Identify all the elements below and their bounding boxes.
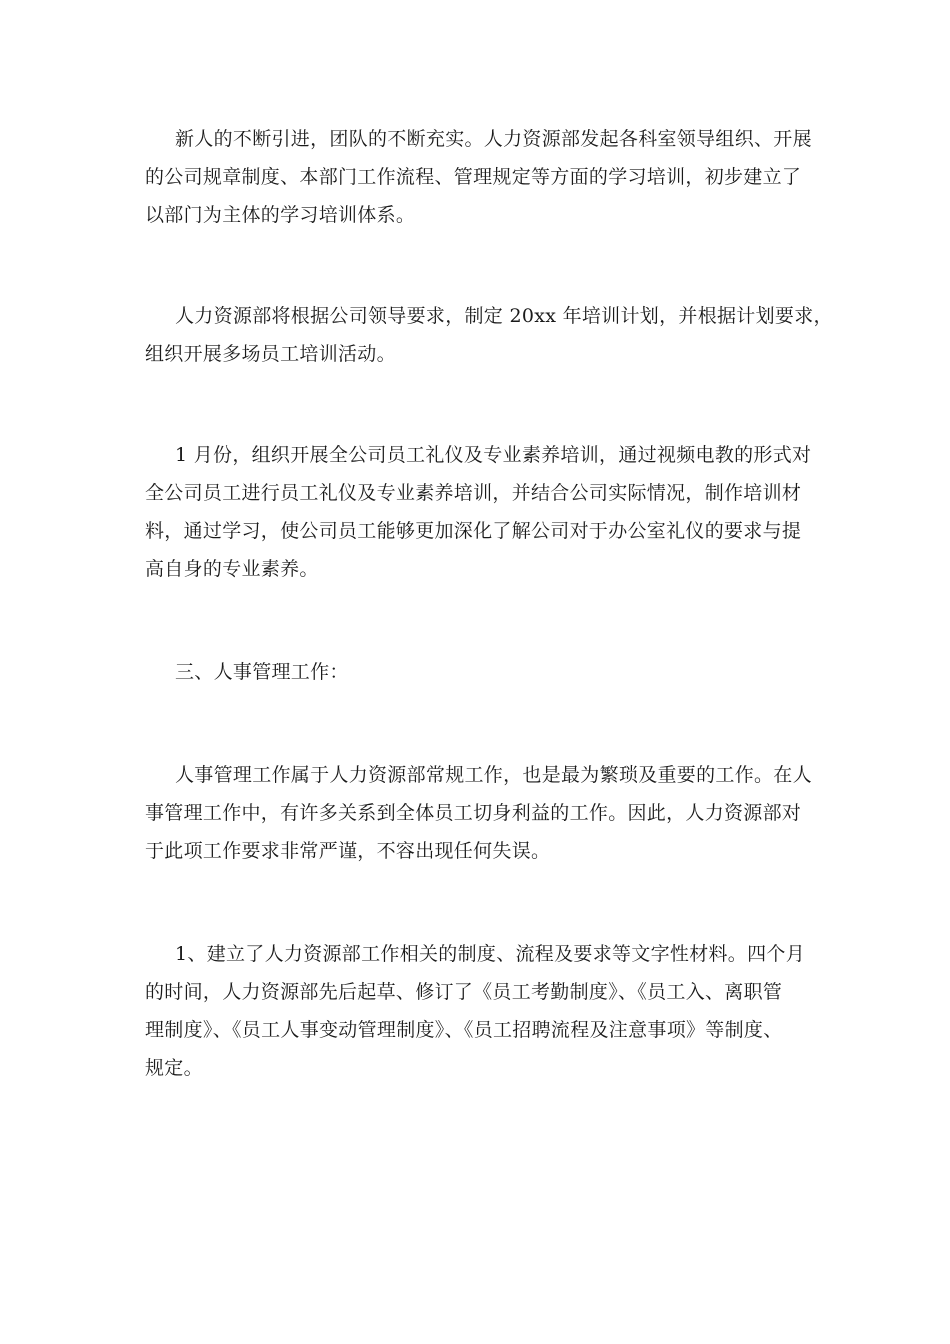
paragraph-line: 理制度》、《员工人事变动管理制度》、《员工招聘流程及注意事项》等制度、 bbox=[145, 1019, 783, 1041]
section-heading-text: 三、人事管理工作： bbox=[175, 661, 349, 683]
paragraph-line: 规定。 bbox=[145, 1057, 203, 1079]
paragraph-line: 料，通过学习，使公司员工能够更加深化了解公司对于办公室礼仪的要求与提 bbox=[145, 520, 802, 542]
paragraph-line: 全公司员工进行员工礼仪及专业素养培训，并结合公司实际情况，制作培训材 bbox=[145, 482, 802, 504]
paragraph-training-plan bbox=[145, 297, 833, 373]
paragraph-line: 事管理工作中，有许多关系到全体员工切身利益的工作。因此，人力资源部对 bbox=[145, 802, 802, 824]
paragraph-line: 1、建立了人力资源部工作相关的制度、流程及要求等文字性材料。四个月 bbox=[175, 943, 805, 965]
paragraph-personnel-work bbox=[145, 756, 812, 870]
paragraph-line: 1 月份，组织开展全公司员工礼仪及专业素养培训，通过视频电教的形式对 bbox=[175, 444, 812, 466]
paragraph-new-staff-training bbox=[145, 120, 812, 234]
paragraph-policy-documents bbox=[145, 935, 809, 1087]
paragraph-line: 人事管理工作属于人力资源部常规工作，也是最为繁琐及重要的工作。在人 bbox=[175, 764, 812, 786]
paragraph-line: 的时间，人力资源部先后起草、修订了《员工考勤制度》、《员工入、离职管 bbox=[145, 981, 783, 1003]
paragraph-january-training bbox=[145, 436, 812, 588]
paragraph-line: 高自身的专业素养。 bbox=[145, 558, 319, 580]
paragraph-line: 人力资源部将根据公司领导要求，制定 20xx 年培训计划，并根据计划要求， bbox=[175, 305, 833, 327]
section-heading-personnel-management bbox=[145, 653, 809, 691]
paragraph-line: 于此项工作要求非常严谨，不容出现任何失误。 bbox=[145, 840, 551, 862]
paragraph-line: 以部门为主体的学习培训体系。 bbox=[145, 204, 416, 226]
paragraph-line: 的公司规章制度、本部门工作流程、管理规定等方面的学习培训，初步建立了 bbox=[145, 166, 802, 188]
paragraph-line: 组织开展多场员工培训活动。 bbox=[145, 343, 396, 365]
paragraph-line: 新人的不断引进，团队的不断充实。人力资源部发起各科室领导组织、开展 bbox=[175, 128, 812, 150]
